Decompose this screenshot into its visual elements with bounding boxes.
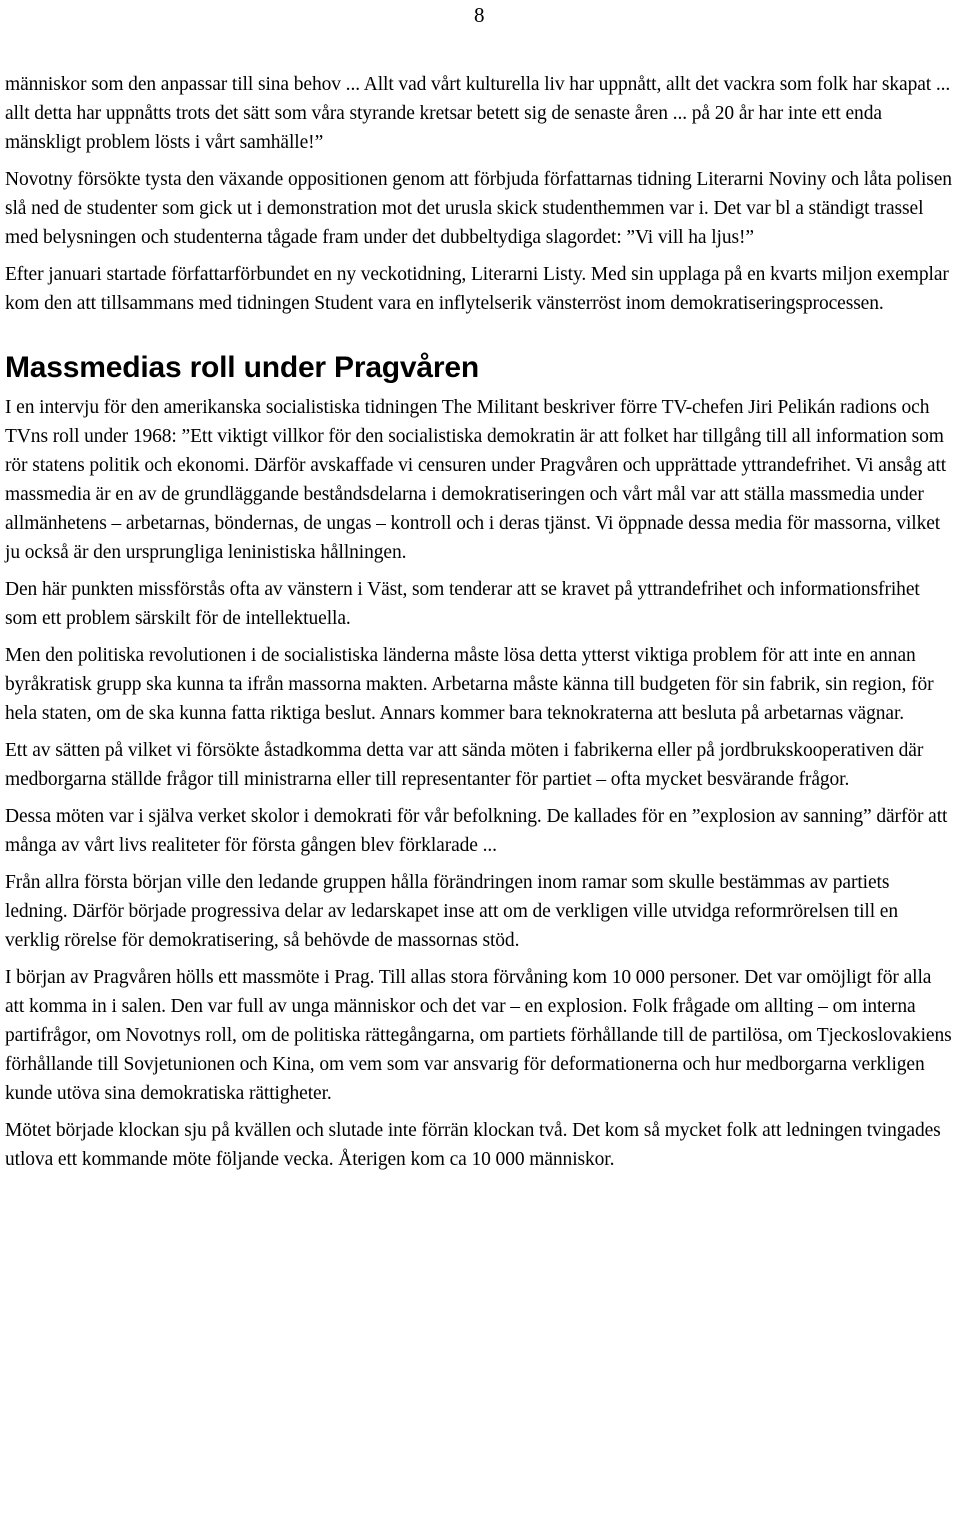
paragraph: I en intervju för den amerikanska socialistiska tidningen The Militant beskriver förre TV-chefen Jiri Pelikán radions och TVns roll under 1968: ”Ett viktigt villkor för den socialistiska demokratin är att folket har tillgång till all information som rör statens politik och ekonomi. Därför avskaffade vi censuren under Pragvåren och upprättade yttrandefrihet. Vi ansåg att massmedia är en av de grundläggande beståndsdelarna i demokratiseringen och vårt mål var att ställa massmedia under allmänhetens – arbetarnas, böndernas, de ungas – kontroll och i deras tjänst. Vi öppnade dessa media för massorna, vilket ju också är den ursprungliga leninistiska hållningen.	[5, 397, 947, 563]
section-heading: Massmedias roll under Pragvåren	[5, 351, 479, 384]
paragraph: Mötet började klockan sju på kvällen och slutade inte förrän klockan två. Det kom så mycket folk att ledningen tvingades utlova ett kommande möte följande vecka. Återigen kom ca 10 000 människor.	[5, 1120, 941, 1170]
paragraph: Men den politiska revolutionen i de socialistiska länderna måste lösa detta ytterst viktiga problem för att inte en annan byråkratisk grupp ska kunna ta ifrån massorna makten. Arbetarna måste känna till budgeten för sin fabrik, sin region, för hela staten, om de ska kunna fatta riktiga beslut. Annars kommer bara teknokraterna att besluta på arbetarnas vägnar.	[5, 645, 934, 724]
paragraph: I början av Pragvåren hölls ett massmöte i Prag. Till allas stora förvåning kom 10 000 personer. Det var omöjligt för alla att komma in i salen. Den var full av unga människor och det var – en explosion. Folk frågade om allting – om interna partifrågor, om Novotnys roll, om de politiska rättegångarna, om partiets förhållande till de partilösa, om Tjeckoslovakiens förhållande till Sovjetunionen och Kina, om vem som var ansvarig för deformationerna och hur medborgarna verkligen kunde utöva sina demokratiska rättigheter.	[5, 967, 952, 1104]
paragraph: Ett av sätten på vilket vi försökte åstadkomma detta var att sända möten i fabrikerna eller på jordbrukskooperativen där medborgarna ställde frågor till ministrarna eller till representanter för partiet – ofta mycket besvärande frågor.	[5, 740, 924, 790]
paragraph: Dessa möten var i själva verket skolor i demokrati för vår befolkning. De kallades för en ”explosion av sanning” därför att många av vårt livs realiteter för första gången blev förklarade ...	[5, 806, 948, 856]
document-body	[5, 70, 955, 1182]
paragraph: Novotny försökte tysta den växande oppositionen genom att förbjuda författarnas tidning Literarni Noviny och låta polisen slå ned de studenter som gick ut i demonstration mot det urusla skick studenthemmen var i. Det var bl a ständigt trassel med belysningen och studenterna tågade fram under det dubbeltydiga slagordet: ”Vi vill ha ljus!”	[5, 169, 952, 248]
page-number: 8	[474, 3, 485, 27]
paragraph: Efter januari startade författarförbundet en ny veckotidning, Literarni Listy. Med sin upplaga på en kvarts miljon exemplar kom den att tillsammans med tidningen Student vara en inflytelserik vänsterröst inom demokratiseringsprocessen.	[5, 264, 949, 314]
paragraph: Från allra första början ville den ledande gruppen hålla förändringen inom ramar som skulle bestämmas av partiets ledning. Därför började progressiva delar av ledarskapet inse att om de verkligen ville utvidga reformrörelsen till en verklig rörelse för demokratisering, så behövde de massornas stöd.	[5, 872, 899, 951]
paragraph: Den här punkten missförstås ofta av vänstern i Väst, som tenderar att se kravet på yttrandefrihet och informationsfrihet som ett problem särskilt för de intellektuella.	[5, 579, 920, 629]
paragraph: människor som den anpassar till sina behov ... Allt vad vårt kulturella liv har uppnått, allt det vackra som folk har skapat ... allt detta har uppnåtts trots det sätt som våra styrande kretsar betett sig de senaste åren ... på 20 år har inte ett enda mänskligt problem lösts i vårt samhälle!”	[5, 74, 951, 153]
